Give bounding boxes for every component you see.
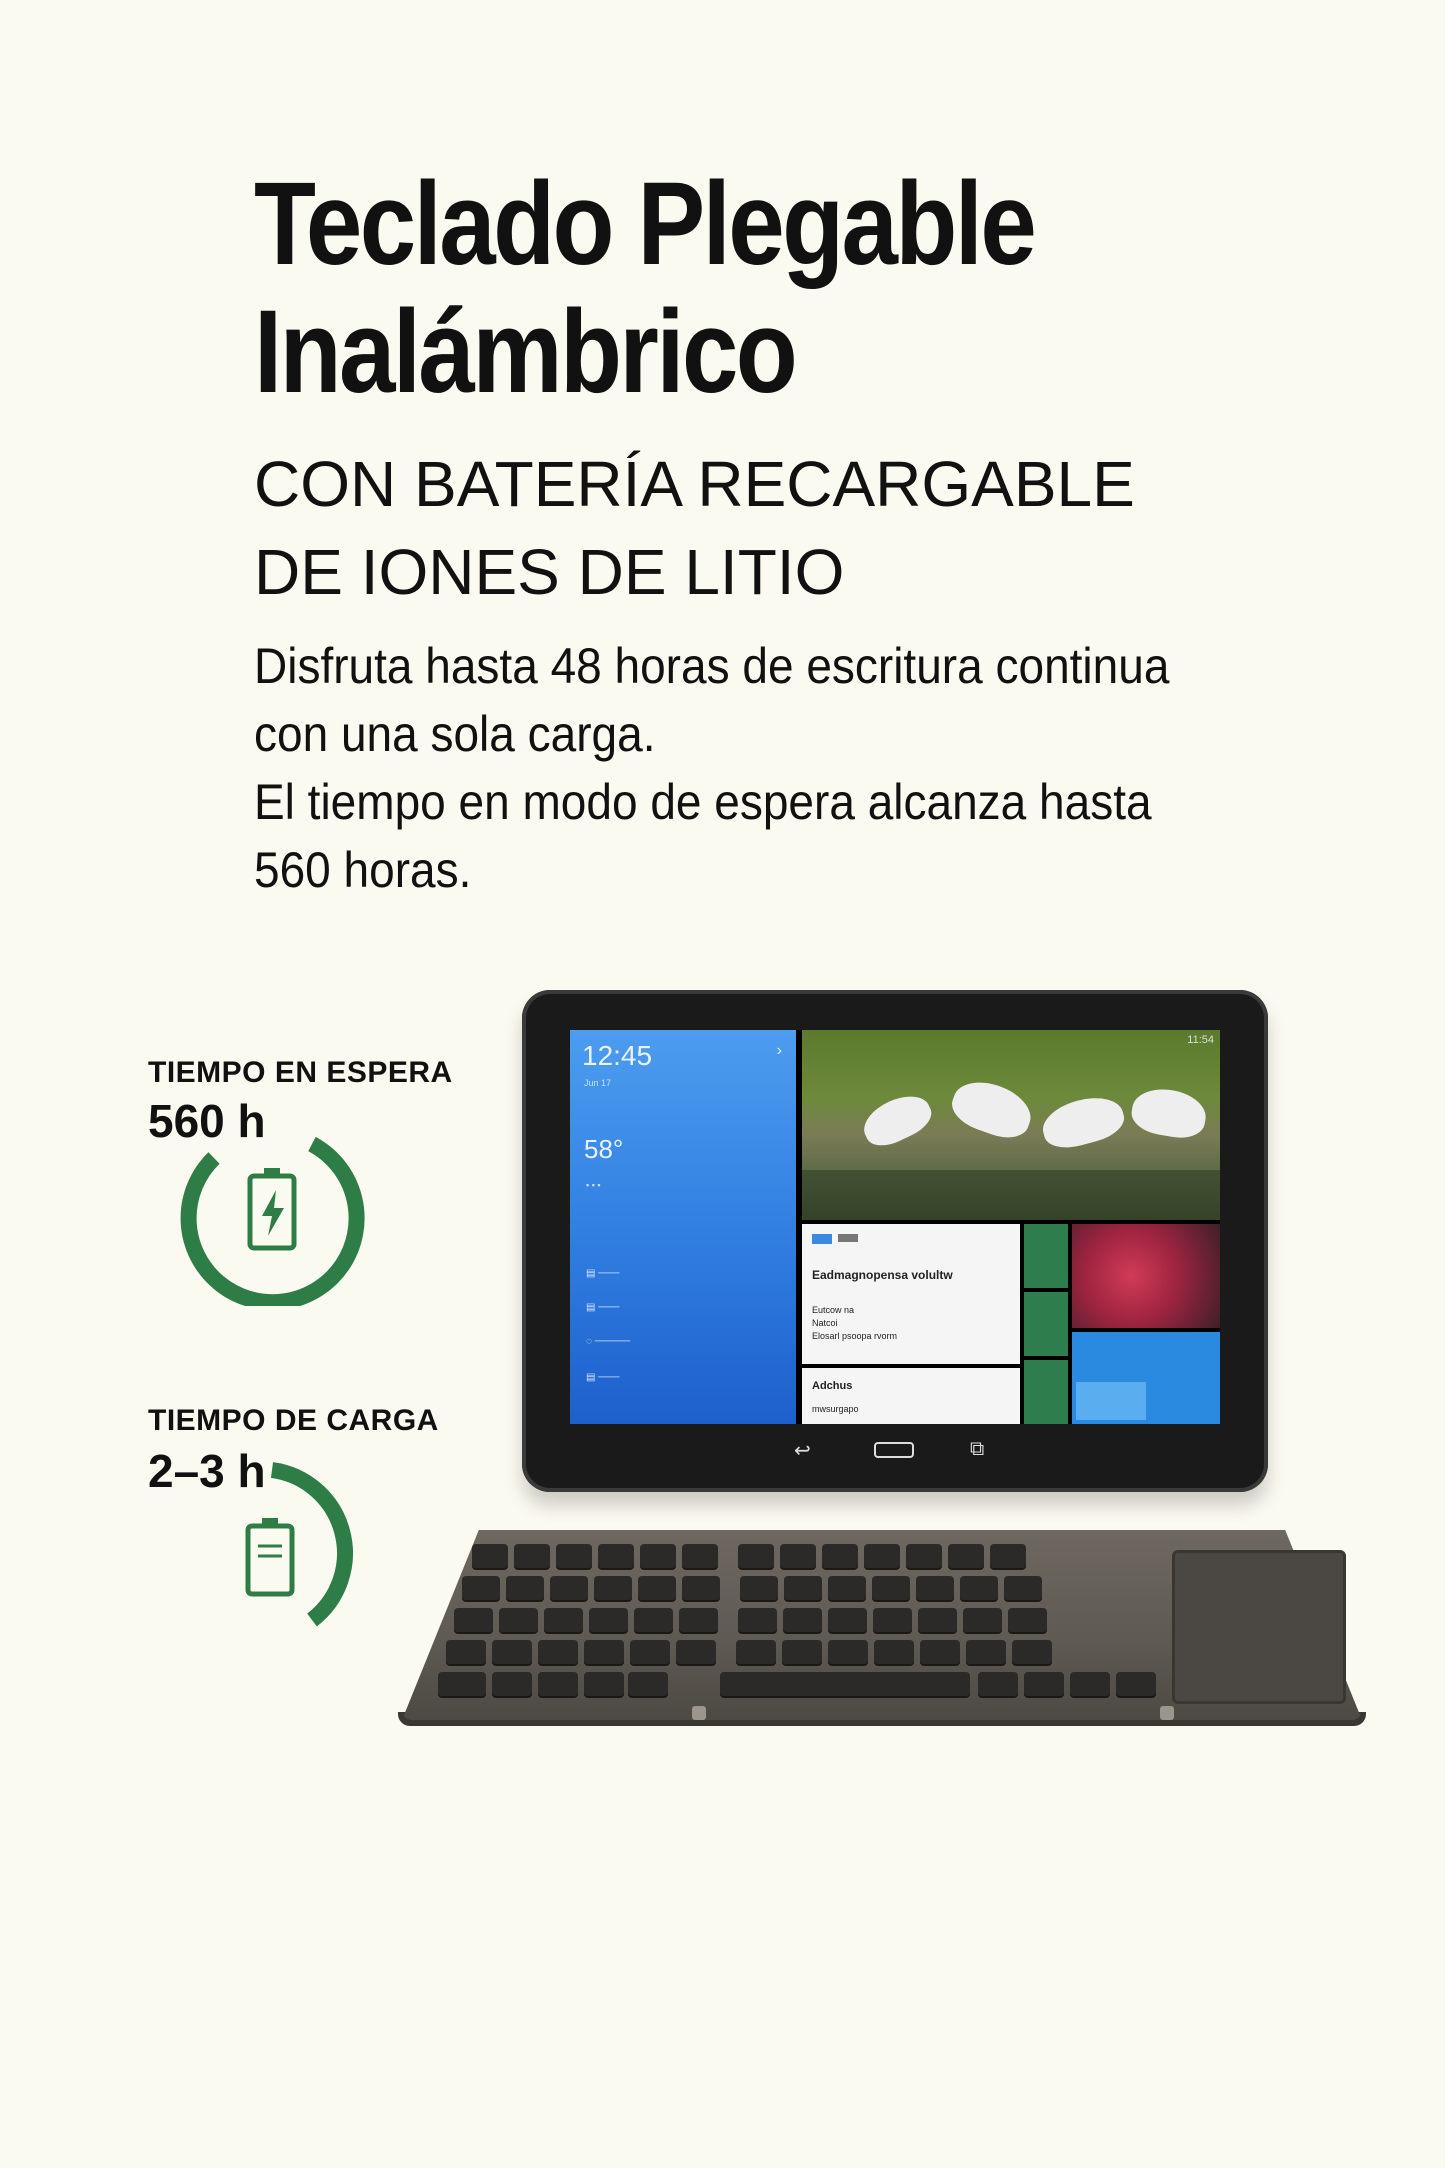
flowers-tile[interactable] bbox=[1072, 1224, 1220, 1328]
key[interactable] bbox=[638, 1576, 676, 1600]
key[interactable] bbox=[948, 1544, 984, 1568]
description-line-3: El tiempo en modo de espera alcanza hasta bbox=[254, 774, 1152, 830]
key[interactable] bbox=[682, 1544, 718, 1568]
tablet bbox=[522, 990, 1268, 1492]
temperature: 58° bbox=[584, 1134, 624, 1164]
battery-icon bbox=[248, 1518, 292, 1594]
title-line-1: Teclado Plegable bbox=[254, 158, 1035, 290]
key[interactable] bbox=[544, 1608, 583, 1632]
chat-tile[interactable] bbox=[1024, 1360, 1068, 1424]
home-tile[interactable] bbox=[1024, 1224, 1068, 1288]
key[interactable] bbox=[506, 1576, 544, 1600]
key[interactable] bbox=[828, 1576, 866, 1600]
key[interactable] bbox=[1004, 1576, 1042, 1600]
key[interactable] bbox=[682, 1576, 720, 1600]
menu-item-icon[interactable]: ▤ ─── bbox=[586, 1268, 620, 1279]
subtitle-line-2: DE IONES DE LITIO bbox=[254, 536, 845, 608]
card-lines: Eutcow na Natcoi Elosarl psoopa rvorm bbox=[812, 1305, 898, 1341]
back-icon[interactable]: ↩ bbox=[794, 1440, 811, 1462]
key[interactable] bbox=[822, 1544, 858, 1568]
mail-card[interactable] bbox=[802, 1368, 1020, 1424]
key[interactable] bbox=[874, 1640, 914, 1664]
key[interactable] bbox=[640, 1544, 676, 1568]
key[interactable] bbox=[492, 1640, 532, 1664]
description-line-4: 560 horas. bbox=[254, 842, 472, 898]
key[interactable] bbox=[784, 1576, 822, 1600]
key[interactable] bbox=[589, 1608, 628, 1632]
menu-item-icon[interactable]: ▤ ─── bbox=[586, 1302, 620, 1313]
clock: 12:45 bbox=[582, 1040, 653, 1071]
key[interactable] bbox=[492, 1672, 532, 1696]
charge-value: 2–3 h bbox=[148, 1445, 266, 1497]
key[interactable] bbox=[499, 1608, 538, 1632]
recents-icon[interactable]: ⧉ bbox=[970, 1438, 985, 1460]
key[interactable] bbox=[990, 1544, 1026, 1568]
weather-detail: ▪ ▪ ▪ bbox=[586, 1180, 601, 1190]
key[interactable] bbox=[472, 1544, 508, 1568]
description-line-1: Disfruta hasta 48 horas de escritura continua bbox=[254, 638, 1170, 694]
key[interactable] bbox=[438, 1672, 486, 1696]
key[interactable] bbox=[1024, 1672, 1064, 1696]
key[interactable] bbox=[538, 1640, 578, 1664]
key[interactable] bbox=[1012, 1640, 1052, 1664]
status-time: 11:54 bbox=[1187, 1034, 1214, 1046]
key[interactable] bbox=[738, 1608, 777, 1632]
product-title bbox=[254, 160, 1200, 416]
key[interactable] bbox=[594, 1576, 632, 1600]
key[interactable] bbox=[1008, 1608, 1047, 1632]
key[interactable] bbox=[828, 1640, 868, 1664]
subtitle-line-1: CON BATERÍA RECARGABLE bbox=[254, 448, 1135, 520]
key[interactable] bbox=[1070, 1672, 1110, 1696]
home-button-icon[interactable] bbox=[874, 1442, 914, 1458]
weather-panel bbox=[570, 1030, 796, 1424]
key[interactable] bbox=[906, 1544, 942, 1568]
menu-item-icon[interactable]: ◌ ───── bbox=[586, 1336, 631, 1347]
key[interactable] bbox=[918, 1608, 957, 1632]
key[interactable] bbox=[864, 1544, 900, 1568]
key[interactable] bbox=[679, 1608, 718, 1632]
card-title: Eadmagnopensa volultw bbox=[812, 1268, 953, 1282]
key[interactable] bbox=[446, 1640, 486, 1664]
key[interactable] bbox=[628, 1672, 668, 1696]
key[interactable] bbox=[782, 1640, 822, 1664]
tablet-screen bbox=[570, 1030, 1220, 1424]
key[interactable] bbox=[960, 1576, 998, 1600]
key[interactable] bbox=[873, 1608, 912, 1632]
menu-item-icon[interactable]: ▤ ─── bbox=[586, 1372, 620, 1383]
windows-tile[interactable] bbox=[1072, 1332, 1220, 1424]
key[interactable] bbox=[630, 1640, 670, 1664]
key[interactable] bbox=[740, 1576, 778, 1600]
key[interactable] bbox=[738, 1544, 774, 1568]
key[interactable] bbox=[963, 1608, 1002, 1632]
key[interactable] bbox=[872, 1576, 910, 1600]
date: Jun 17 bbox=[584, 1078, 612, 1088]
key[interactable] bbox=[550, 1576, 588, 1600]
charge-ring bbox=[172, 1454, 372, 1654]
standby-ring bbox=[172, 1106, 372, 1306]
key[interactable] bbox=[916, 1576, 954, 1600]
card2-sub: mwsurgapo bbox=[812, 1404, 859, 1414]
charge-label: TIEMPO DE CARGA bbox=[148, 1404, 439, 1437]
key[interactable] bbox=[454, 1608, 493, 1632]
product-description bbox=[254, 632, 1248, 904]
title-line-2: Inalámbrico bbox=[254, 286, 796, 418]
battery-charging-icon bbox=[250, 1168, 294, 1248]
key[interactable] bbox=[634, 1608, 673, 1632]
product-subtitle bbox=[254, 440, 1354, 616]
key[interactable] bbox=[676, 1640, 716, 1664]
image-tile[interactable] bbox=[1024, 1292, 1068, 1356]
standby-value: 560 h bbox=[148, 1095, 266, 1147]
touchpad[interactable] bbox=[1172, 1550, 1346, 1704]
standby-label: TIEMPO EN ESPERA bbox=[148, 1056, 453, 1089]
key[interactable] bbox=[556, 1544, 592, 1568]
spacebar[interactable] bbox=[720, 1672, 970, 1696]
hinge-right bbox=[1160, 1706, 1174, 1720]
notification-card[interactable] bbox=[802, 1224, 1020, 1364]
hinge-left bbox=[692, 1706, 706, 1720]
key[interactable] bbox=[920, 1640, 960, 1664]
key[interactable] bbox=[1116, 1672, 1156, 1696]
description-line-2: con una sola carga. bbox=[254, 706, 656, 762]
key[interactable] bbox=[584, 1640, 624, 1664]
card2-title: Adchus bbox=[812, 1380, 853, 1392]
key[interactable] bbox=[538, 1672, 578, 1696]
key[interactable] bbox=[780, 1544, 816, 1568]
key[interactable] bbox=[783, 1608, 822, 1632]
key[interactable] bbox=[828, 1608, 867, 1632]
key[interactable] bbox=[514, 1544, 550, 1568]
key[interactable] bbox=[584, 1672, 624, 1696]
chevron-right-icon[interactable]: › bbox=[776, 1042, 782, 1059]
key[interactable] bbox=[966, 1640, 1006, 1664]
key[interactable] bbox=[736, 1640, 776, 1664]
birds-photo bbox=[802, 1030, 1220, 1220]
key[interactable] bbox=[978, 1672, 1018, 1696]
key[interactable] bbox=[462, 1576, 500, 1600]
key[interactable] bbox=[598, 1544, 634, 1568]
folding-keyboard bbox=[402, 1530, 1362, 1726]
